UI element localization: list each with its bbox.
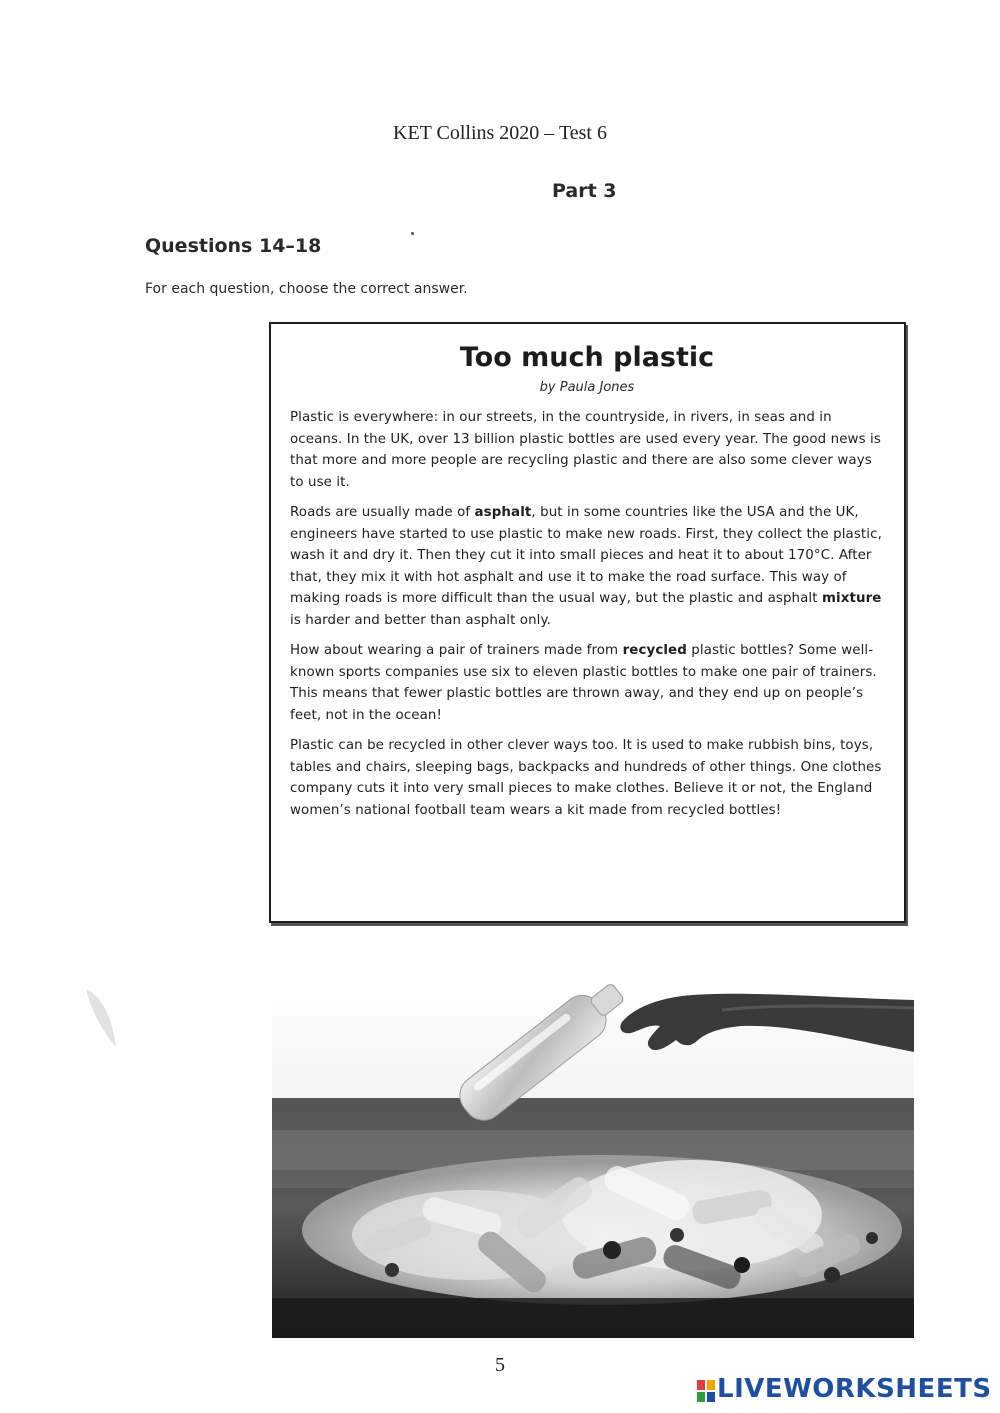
document-header: KET Collins 2020 – Test 6 [393,122,607,144]
questions-heading: Questions 14–18 [145,235,322,257]
part-label: Part 3 [552,180,617,202]
liveworksheets-logo-icon [697,1380,715,1402]
watermark-text: LIVEWORKSHEETS [717,1374,992,1404]
page-number: 5 [495,1354,505,1376]
article-paragraph-2 [290,502,884,631]
plastic-bottles-photo [272,980,914,1338]
scan-smudge [82,985,122,1055]
article-paragraph-4 [290,735,884,821]
glossary-word-recycled: recycled [622,643,687,658]
paragraph-text: is harder and better than asphalt only. [290,612,551,628]
glossary-word-mixture: mixture [821,591,882,606]
paragraph-text: Plastic can be recycled in other clever ways too. It is used to make rubbish bins, toys, tables and chairs, sleeping bags, backpacks and hundreds of other things. One clothes company cuts it into very small pieces to make clothes. Believe it or not, the England women’s national football team wears a kit made from recycled bottles! [290,738,882,818]
article-box [269,322,906,923]
paragraph-text: , but in some countries like the USA and the UK, engineers have started to use plastic to make new roads. First, they collect the plastic, wash it and dry it. Then they cut it into small pieces and heat it to about 170°C. After that, they mix it with hot asphalt and use it to make the road surface. This way of making roads is more difficult than the usual way, but the plastic and asphalt [290,505,882,606]
paragraph-text: plastic bottles? Some well-known sports companies use six to eleven plastic bottles to make one pair of trainers. This means that fewer plastic bottles are thrown away, and they end up on people’s feet, not in the ocean! [290,643,877,723]
scan-speck [411,232,414,235]
article-title: Too much plastic [459,342,715,373]
glossary-word-asphalt: asphalt [474,505,532,520]
paragraph-text: How about wearing a pair of trainers made from [290,643,623,658]
liveworksheets-watermark [697,1374,993,1406]
article-paragraph-3 [290,640,884,726]
paragraph-text: Plastic is everywhere: in our streets, in the countryside, in rivers, in seas and in oceans. In the UK, over 13 billion plastic bottles are used every year. The good news is that more and more people are recycling plastic and there are also some clever ways to use it. [290,410,881,490]
paragraph-text: Roads are usually made of [290,505,475,520]
article-author: by Paula Jones [539,380,635,395]
instruction-text: For each question, choose the correct answer. [145,281,468,297]
article-paragraph-1 [290,407,884,493]
